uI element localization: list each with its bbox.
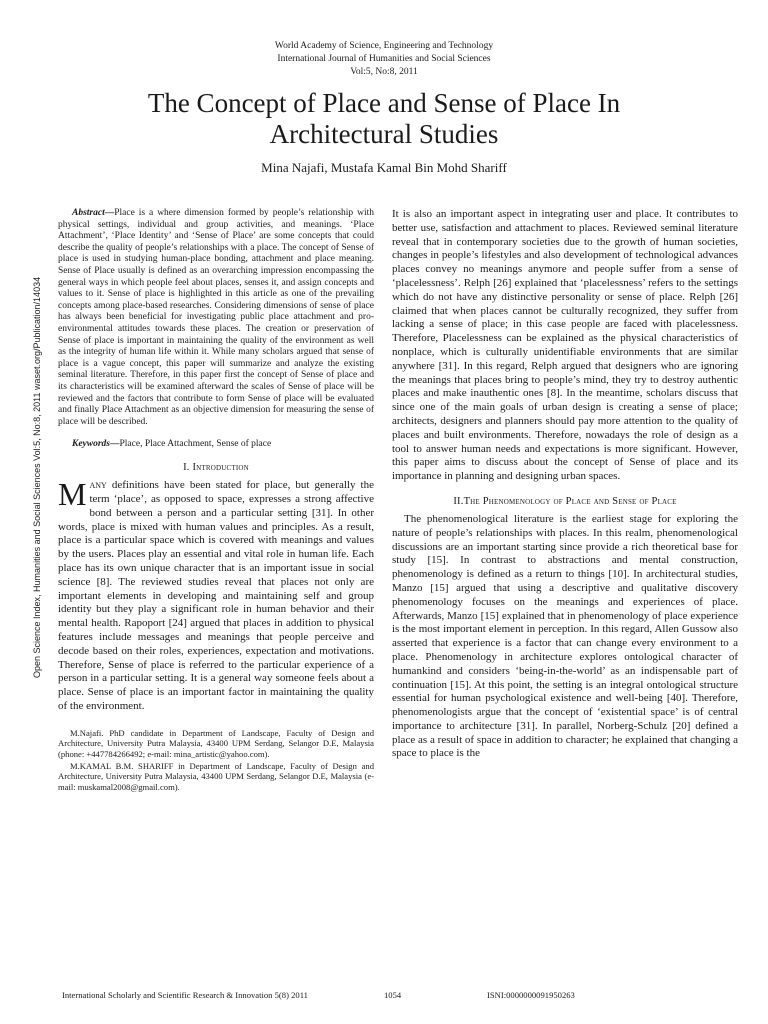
left-column [58,208,374,793]
journal-header [0,40,768,79]
section-1-heading [58,462,374,473]
right-paragraph-2: The phenomenological literature is the earliest stage for exploring the nature of people’s relationships with places. In this realm, phenomenological discussions are an important starting since provide a rich theoretical base for study [15]. In contrast to abstractions and mental construction, phenomenology is defined as a return to things [10]. In architectural studies, Manzo [15] argued that using a descriptive and qualitative discovery phenomenology focuses on the meanings and experiences of place. Afterwards, Manzo [15] explained that in phenomenology of place experience is the most important element in perception. In this regard, Allen Gussow also asserted that experience is a factor that can change every environment to a place. Phenomenology in architecture explores ontological character of humankind and considers ‘being-in-the-world’ as an indispensable part of continuation [15]. At this point, the setting is an integral ontological structure essential for human psychological existence and well-being [40]. Therefore, phenomenologists argue that the concept of ‘existential space’ is of central importance to architecture [31]. In parallel, Norberg-Schulz [20] defined a place as a result of space in addition to character; he explained that changing a space to place is the [392,512,738,760]
intro-lead-word: any [89,479,107,492]
side-watermark-text: Open Science Index, Humanities and Social Sciences Vol:5, No:8, 2011 waset.org/Publication/14034 [32,276,42,678]
footer-page-number: 1054 [384,990,402,1000]
abstract-label: Abstract [72,208,105,218]
section-1-number: I. [183,462,190,474]
drop-cap: M [58,476,87,513]
paper-title [60,88,708,150]
title-line-2: Architectural Studies [269,119,499,149]
keywords-label: Keywords [72,439,110,450]
section-2-heading [392,496,738,507]
abstract [58,208,374,428]
section-2-title: The Phenomenology of Place and Sense of Place [463,495,677,507]
abstract-dash: — [104,208,115,218]
keywords [58,438,374,450]
right-column [392,208,738,761]
side-watermark [30,276,46,680]
introduction-paragraph [58,476,374,714]
footer-publisher: International Scholarly and Scientific Research & Innovation 5(8) 2011 [62,990,308,1000]
abstract-text: Place is a where dimension formed by people’s relationship with physical settings, individual and group activities, and meanings. ‘Place Attachment’, ‘Place Identity’ and ‘Sense of Place’ are some concepts that could describe the quality of people’s relationships with a place. The concept of Sense of place is used in studying human-place bonding, attachment and place meaning. Sense of Place usually is defined as an overarching impression encompassing the general ways in which people feel about places, senses it, and assign concepts and values to it. Sense of place is highlighted in this article as one of the prevailing concepts among place-based researches. Considering dimensions of sense of place has always been beneficial for investigating public place attachment and pro-environmental attitudes towards these places. The creation or preservation of Sense of place is important in maintaining the quality of the environment as well as the integrity of human life within it. While many scholars argued that sense of place is a vague concept, this paper will summarize and analyze the existing seminal literature. Therefore, in this paper first the concept of Sense of place and its characteristics will be examined afterward the scales of Sense of place will be reviewed and the factors that contribute to form Sense of place will be evaluated and finally Place Attachment as an objective dimension for measuring the sense of place will be described. [58,208,374,427]
section-1-title: Introduction [192,462,249,474]
volume-info: Vol:5, No:8, 2011 [350,67,418,77]
right-paragraph-1: It is also an important aspect in integrating user and place. It contributes to better use, satisfaction and attachment to places. Reviewed seminal literature reveal that in contemporary societies due to the growth of human societies, changes in people’s lifestyles and also development of technological advances places convey no meanings anymore and people suffer from a sense of ‘placelessness’. Relph [26] explained that ‘placelessness’ refers to the settings which do not have any distinctive personality or sense of place. Relph [26] claimed that when places cannot be culturally recognized, they suffer from lacking a sense of place; in this case people are faced with placelessness. Therefore, Placelessness can be explained as the physical characteristics of nonplace, which is culturally unidentifiable environments that are similar anywhere [31]. In this regard, Relph argued that designers who are ignoring the meanings that places bring to people’s mind, they try to destroy authentic places and make inauthentic ones [8]. In the meantime, scholars discuss that since one of the main goals of urban design is creating a sense of place; architects, designers and planners should pay more attention to the quality of places and built environments. Therefore, nowadays the role of design as a tool to answer human needs and expectations is more significant. However, this paper aims to discuss about the concept of Sense of place and its importance in planning and designing urban spaces. [392,208,738,483]
keywords-dash: — [110,439,120,450]
section-2-number: II. [453,495,464,507]
publisher-name: World Academy of Science, Engineering and Technology [274,41,494,51]
footnote-1: M.Najafi. PhD candidate in Department of Landscape, Faculty of Design and Architecture, University Putra Malaysia, 43400 UPM Serdang, Selangor D.E, Malaysia (phone: +447784266492; e-mail: mina_artistic@yahoo.com). [58,727,374,760]
title-line-1: The Concept of Place and Sense of Place In [147,88,621,118]
paper-authors: Mina Najafi, Mustafa Kamal Bin Mohd Shariff [261,160,507,175]
intro-text: definitions have been stated for place, but generally the term ‘place’, as opposed to space, expresses a strong affective bond between a person and a particular setting [31]. In other words, place is mixed with human values and principles. As a result, place is a particular space which is covered with meanings and values by the users. Places play an essential and vital role in human life. Each place has its own unique character that is an important issue in social science [8]. The reviewed studies reveal that places not only are important elements in developing and maintaining self and group identity but they play a significant role in human behavior and their mental health. Rapoport [24] argued that places in addition to physical features include messages and meanings that people perceive and decode based on their roles, experiences, expectation and motivations. Therefore, Sense of place is referred to the particular experience of a person in a particular setting. It is a general way someone feels about a place. Sense of place is an important factor in maintaining the quality of the environment. [58,479,374,713]
author-footnotes [58,728,374,793]
keywords-text: Place, Place Attachment, Sense of place [119,439,272,450]
footer-isni: ISNI:0000000091950263 [487,990,575,1000]
journal-name: International Journal of Humanities and Social Sciences [277,54,491,64]
footnote-2: M.KAMAL B.M. SHARIFF in Department of Landscape, Faculty of Design and Architecture, University Putra Malaysia, 43400 UPM Serdang, Selangor D.E, Malaysia (e-mail: muskamal2008@gmail.com). [58,760,374,792]
